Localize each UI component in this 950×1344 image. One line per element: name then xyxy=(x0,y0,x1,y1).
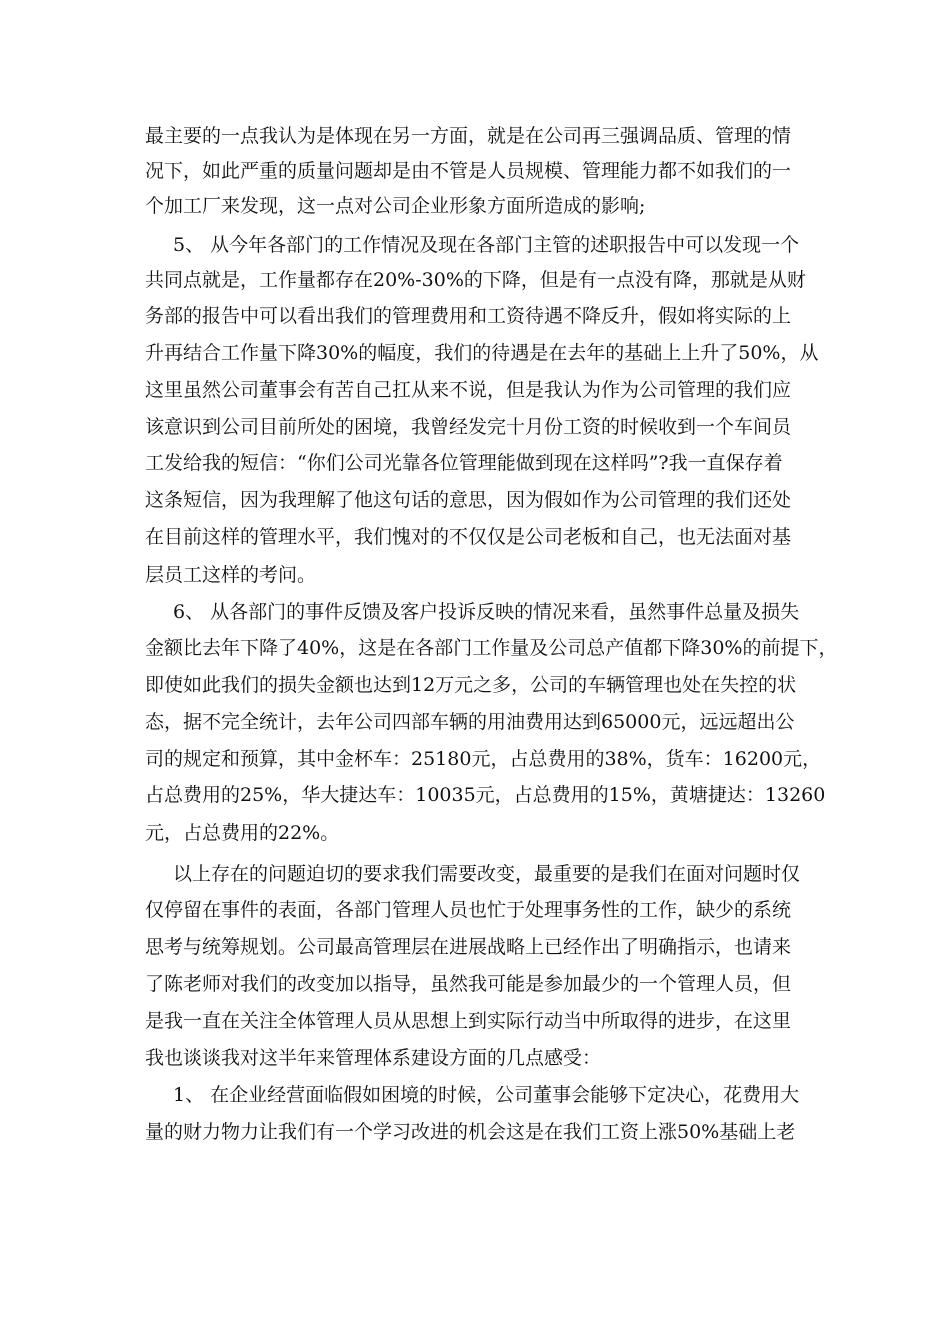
text-line: 仅停留在事件的表面，各部门管理人员也忙于处理事务性的工作，缺少的系统 xyxy=(145,899,792,921)
text-line: 量的财力物力让我们有一个学习改进的机会这是在我们工资上涨50%基础上老 xyxy=(145,1121,796,1143)
text-line: 元，占总费用的22%。 xyxy=(145,822,340,844)
text-line: 占总费用的25%，华大捷达车：10035元，占总费用的15%，黄塘捷达：13260 xyxy=(145,784,826,806)
text-line: 思考与统筹规划。公司最高管理层在进展战略上已经作出了明确指示，也请来 xyxy=(145,936,792,958)
text-line: 5、 从今年各部门的工作情况及现在各部门主管的述职报告中可以发现一个 xyxy=(173,234,800,256)
text-line: 该意识到公司目前所处的困境，我曾经发完十月份工资的时候收到一个车间员 xyxy=(145,416,792,438)
text-line: 工发给我的短信：“你们公司光靠各位管理能做到现在这样吗”?我一直保存着 xyxy=(145,452,783,474)
text-line: 司的规定和预算，其中金杯车：25180元，占总费用的38%，货车：16200元， xyxy=(145,748,822,770)
text-line: 共同点就是，工作量都存在20%-30%的下降，但是有一点没有降，那就是从财 xyxy=(145,269,806,291)
text-line: 1、 在企业经营面临假如困境的时候，公司董事会能够下定决心，花费用大 xyxy=(173,1084,800,1106)
text-line: 即使如此我们的损失金额也达到12万元之多，公司的车辆管理也处在失控的状 xyxy=(145,674,797,696)
text-line: 这条短信，因为我理解了他这句话的意思，因为假如作为公司管理的我们还处 xyxy=(145,489,792,511)
text-line: 了陈老师对我们的改变加以指导，虽然我可能是参加最少的一个管理人员，但 xyxy=(145,973,792,995)
text-line: 以上存在的问题迫切的要求我们需要改变，最重要的是我们在面对问题时仅 xyxy=(173,863,801,885)
text-line: 金额比去年下降了40%，这是在各部门工作量及公司总产值都下降30%的前提下， xyxy=(145,637,838,659)
text-line: 这里虽然公司董事会有苦自己扛从来不说，但是我认为作为公司管理的我们应 xyxy=(145,379,792,401)
text-line: 态，据不完全统计，去年公司四部车辆的用油费用达到65000元，远远超出公 xyxy=(145,711,795,733)
text-line: 是我一直在关注全体管理人员从思想上到实际行动当中所取得的进步，在这里 xyxy=(145,1010,792,1032)
text-line: 升再结合工作量下降30%的幅度，我们的待遇是在去年的基础上上升了50%，从 xyxy=(145,342,819,364)
text-line: 个加工厂来发现，这一点对公司企业形象方面所造成的影响; xyxy=(145,195,646,217)
text-line: 我也谈谈我对这半年来管理体系建设方面的几点感受： xyxy=(145,1047,602,1069)
text-line: 况下，如此严重的质量问题却是由不管是人员规模、管理能力都不如我们的一 xyxy=(145,160,792,182)
text-line: 务部的报告中可以看出我们的管理费用和工资待遇不降反升，假如将实际的上 xyxy=(145,305,792,327)
text-line: 层员工这样的考问。 xyxy=(145,564,317,586)
text-line: 最主要的一点我认为是体现在另一方面，就是在公司再三强调品质、管理的情 xyxy=(145,125,792,147)
text-line: 6、 从各部门的事件反馈及客户投诉反映的情况来看，虽然事件总量及损失 xyxy=(173,601,800,623)
text-line: 在目前这样的管理水平，我们愧对的不仅仅是公司老板和自己，也无法面对基 xyxy=(145,526,792,548)
